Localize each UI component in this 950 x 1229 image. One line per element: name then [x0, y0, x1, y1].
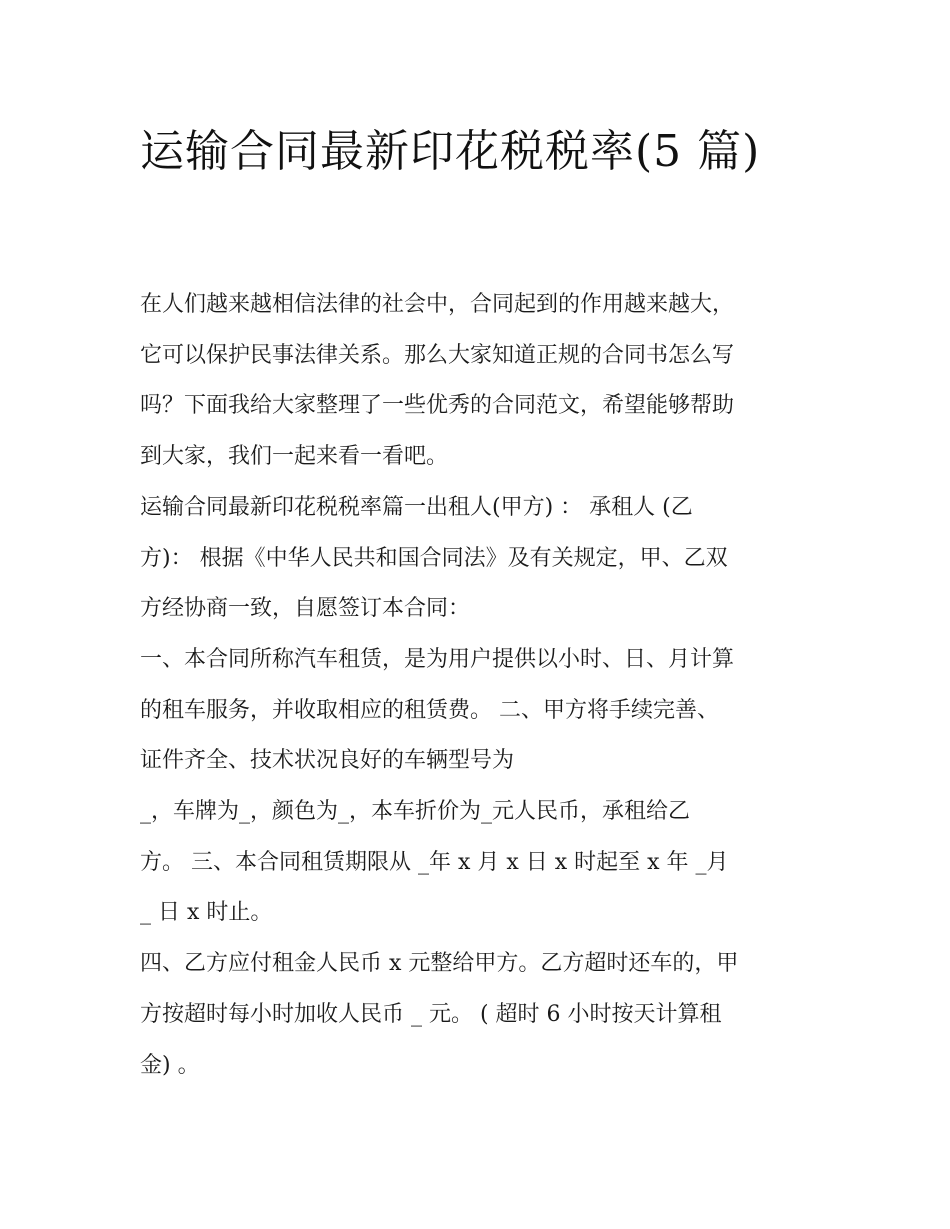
- body-line: 它可以保护民事法律关系。那么大家知道正规的合同书怎么写: [140, 342, 735, 368]
- body-line: _ 日 x 时止。: [140, 900, 273, 926]
- body-line: 方经协商一致，自愿签订本合同：: [140, 596, 471, 622]
- body-line: 吗？下面我给大家整理了一些优秀的合同范文，希望能够帮助: [140, 393, 735, 419]
- body-line: 运输合同最新印花税税率篇一出租人(甲方) ： 承租人 (乙: [140, 494, 693, 520]
- body-line: 方。 三、本合同租赁期限从 _年 x 月 x 日 x 时起至 x 年 _月: [140, 849, 729, 875]
- body-line: 一、本合同所称汽车租赁，是为用户提供以小时、日、月计算: [140, 646, 735, 672]
- body-line: 四、乙方应付租金人民币 x 元整给甲方。乙方超时还车的，甲: [140, 951, 739, 977]
- body-line: 到大家，我们一起来看一看吧。: [140, 444, 449, 470]
- body-line: 证件齐全、技术状况良好的车辆型号为: [140, 748, 515, 774]
- body-line: _，车牌为_，颜色为_，本车折价为_元人民币，承租给乙: [140, 799, 691, 825]
- body-line: 方按超时每小时加收人民币 _ 元。 ( 超时 6 小时按天计算租: [140, 1001, 722, 1027]
- document-body: [140, 280, 820, 1091]
- body-line: 方)： 根据《中华人民共和国合同法》及有关规定，甲、乙双: [140, 545, 728, 571]
- body-line: 金) 。: [140, 1052, 200, 1078]
- document-title: 运输合同最新印花税税率(5 篇): [140, 126, 761, 177]
- body-line: 的租车服务，并收取相应的租赁费。 二、甲方将手续完善、: [140, 697, 719, 723]
- body-line: 在人们越来越相信法律的社会中，合同起到的作用越来越大，: [140, 292, 735, 317]
